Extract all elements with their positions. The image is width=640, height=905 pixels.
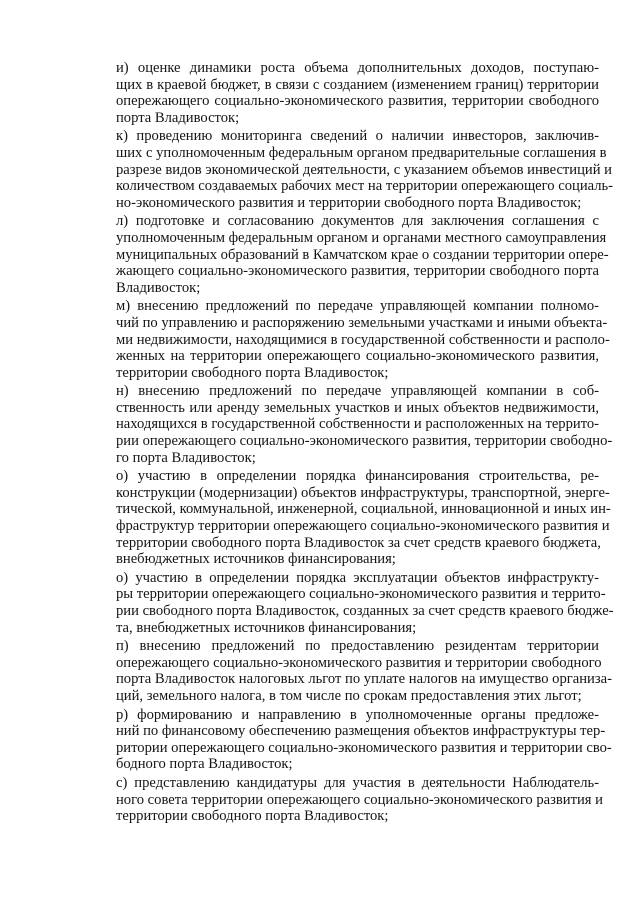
paragraph-line: количеством создаваемых рабочих мест на территории опережающего социаль- <box>116 178 614 195</box>
paragraph-line: порта Владивосток налоговых льгот по уплате налогов на имущество организа- <box>116 671 612 688</box>
paragraph-line: тической, коммунальной, инженерной, социальной, инновационной и иных ин- <box>116 501 611 518</box>
paragraph-line: и) оценке динамики роста объема дополнительных доходов, поступаю- <box>116 60 599 76</box>
paragraph-line: фраструктур территории опережающего социально-экономического развития и <box>116 518 610 535</box>
paragraph-line: территории свободного порта Владивосток; <box>116 364 389 381</box>
paragraph-r <box>92 706 612 773</box>
paragraph-line: уполномоченным федеральным органом и органами местного самоуправления <box>116 229 607 246</box>
paragraph-line: п) внесению предложений по предоставлению резидентам территории <box>116 638 599 655</box>
paragraph-line: рии опережающего социально-экономического развития, территории свободно- <box>116 433 613 450</box>
paragraph-line: опережающего социально-экономического развития и территории свободного <box>116 654 602 671</box>
paragraph-o-operation <box>92 569 614 636</box>
paragraph-line: щих в краевой бюджет, в связи с созданием (изменением границ) территории <box>116 76 599 93</box>
paragraph-line: ственность или аренду земельных участков и иных объектов недвижимости, <box>116 399 599 416</box>
paragraph-line: с) представлению кандидатуры для участия в деятельности Наблюдатель- <box>116 774 599 791</box>
paragraph-line: жающего социально-экономического развития, территории свободного порта <box>116 263 599 280</box>
paragraph-line: территории свободного порта Владивосток за счет средств краевого бюджета, <box>116 534 601 551</box>
paragraph-line: н) внесению предложений по передаче управляющей компании в соб- <box>116 383 599 400</box>
paragraph-p <box>92 638 612 704</box>
paragraph-line: территории свободного порта Владивосток; <box>116 808 389 825</box>
paragraph-k <box>92 128 614 211</box>
paragraph-line: го порта Владивосток; <box>116 449 256 466</box>
paragraph-line: бодного порта Владивосток; <box>116 756 293 773</box>
paragraph-i <box>92 60 599 126</box>
paragraph-line: р) формированию и направлению в уполномоченные органы предложе- <box>116 706 599 723</box>
paragraph-line: чий по управлению и распоряжению земельными участками и иными объекта- <box>116 314 608 331</box>
paragraph-line: находящихся в государственной собственности и расположенных на террито- <box>116 416 600 433</box>
paragraph-line: л) подготовке и согласованию документов для заключения соглашения с <box>116 213 599 230</box>
paragraph-line: та, внебюджетных источников финансирования; <box>116 619 417 636</box>
paragraph-line: ших с уполномоченным федеральным органом предварительные соглашения в <box>116 144 607 161</box>
paragraph-line: женных на территории опережающего социально-экономического развития, <box>116 348 599 365</box>
paragraph-line: рии свободного порта Владивосток, созданных за счет средств краевого бюдже- <box>116 603 614 619</box>
paragraph-line: ний по финансовому обеспечению размещения объектов инфраструктуры тер- <box>116 723 606 740</box>
paragraph-line: порта Владивосток; <box>116 109 240 126</box>
paragraph-line: о) участию в определении порядка финансирования строительства, ре- <box>116 468 599 485</box>
paragraph-line: к) проведению мониторинга сведений о наличии инвесторов, заключив- <box>116 128 599 145</box>
paragraph-m <box>92 298 610 381</box>
paragraph-line: опережающего социально-экономического развития, территории свободного <box>116 93 599 110</box>
paragraph-s <box>92 774 603 825</box>
paragraph-o-financing <box>92 468 611 568</box>
paragraph-line: м) внесению предложений по передаче управляющей компании полномо- <box>116 298 599 315</box>
document-page <box>92 60 614 827</box>
paragraph-line: конструкции (модернизации) объектов инфраструктуры, транспортной, энерге- <box>116 484 610 501</box>
paragraph-line: ми недвижимости, находящимися в государственной собственности и располо- <box>116 331 610 348</box>
paragraph-line: ры территории опережающего социально-экономического развития и террито- <box>116 586 606 603</box>
paragraph-line: ритории опережающего социально-экономического развития и территории сво- <box>116 739 612 756</box>
paragraph-line: ций, земельного налога, в том числе по срокам предоставления этих льгот; <box>116 687 582 704</box>
paragraph-line: о) участию в определении порядка эксплуатации объектов инфраструкту- <box>116 569 599 586</box>
paragraph-line: муниципальных образований в Камчатском крае о создании территории опере- <box>116 246 609 263</box>
paragraph-n <box>92 383 613 466</box>
paragraph-line: разрезе видов экономической деятельности, с указанием объемов инвестиций и <box>116 161 612 178</box>
paragraph-line: но-экономического развития и территории свободного порта Владивосток; <box>116 194 582 211</box>
paragraph-line: Владивосток; <box>116 279 201 296</box>
paragraph-l <box>92 213 609 296</box>
paragraph-line: внебюджетных источников финансирования; <box>116 551 396 568</box>
paragraph-line: ного совета территории опережающего социально-экономического развития и <box>116 791 603 808</box>
